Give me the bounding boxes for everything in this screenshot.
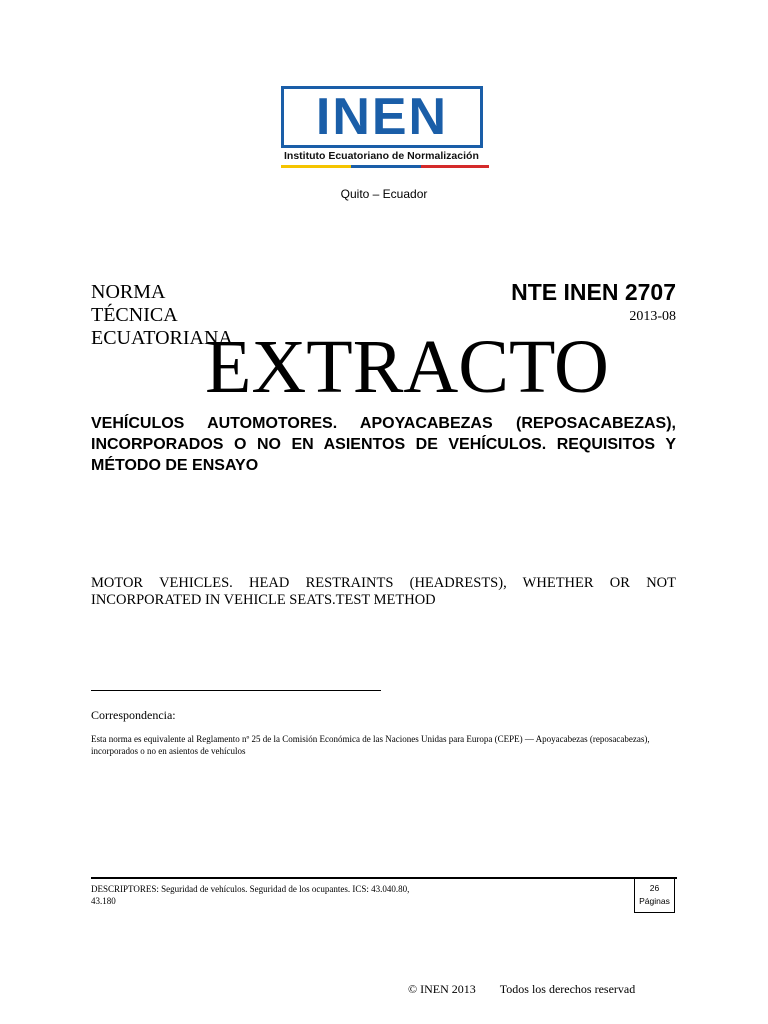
descriptors-label: DESCRIPTORES: — [91, 884, 159, 894]
inen-logo — [281, 86, 489, 172]
logo-subtitle: Instituto Ecuatoriano de Normalización — [284, 150, 479, 162]
correspondence-text: Esta norma es equivalente al Reglamento nº 25 de la Comisión Económica de las Naciones Unidas para Europa (CEPE) — Apoyacabezas (reposacabezas), incorporados o no en asientos de vehículos — [91, 734, 650, 756]
logo-stripe-blue — [351, 165, 421, 168]
descriptors — [91, 883, 431, 907]
section-divider — [91, 690, 381, 691]
title-english: MOTOR VEHICLES. HEAD RESTRAINTS (HEADRESTS), WHETHER OR NOT INCORPORATED IN VEHICLE SEATS.TEST METHOD — [91, 575, 676, 608]
norma-line: TÉCNICA — [91, 304, 178, 326]
page-count: 26 — [649, 883, 660, 893]
standard-code: NTE INEN 2707 — [511, 279, 676, 305]
rights-notice: Todos los derechos reservad — [499, 982, 636, 996]
standard-date: 2013-08 — [629, 309, 676, 324]
norma-line: ECUATORIANA — [91, 327, 233, 349]
page-count-box — [634, 879, 675, 913]
logo-stripe-red — [421, 165, 489, 168]
city-label: Quito – Ecuador — [340, 187, 428, 201]
footer-divider — [91, 877, 677, 879]
title-spanish: VEHÍCULOS AUTOMOTORES. APOYACABEZAS (REPOSACABEZAS), INCORPORADOS O NO EN ASIENTOS DE VEHÍCULOS. REQUISITOS Y MÉTODO DE ENSAYO — [91, 415, 676, 474]
correspondence-label: Correspondencia: — [91, 708, 176, 722]
norma-line: NORMA — [91, 281, 166, 303]
descriptors-text: Seguridad de vehículos. Seguridad de los ocupantes. ICS: 43.040.80, 43.180 — [91, 884, 410, 906]
extracto-watermark: EXTRACTO — [205, 325, 609, 409]
logo-brand-text: INEN — [315, 88, 449, 146]
copyright-line — [408, 982, 635, 997]
page-count-label: Páginas — [639, 896, 670, 906]
logo-stripe-yellow — [281, 165, 351, 168]
copyright-notice: © INEN 2013 — [408, 982, 476, 996]
